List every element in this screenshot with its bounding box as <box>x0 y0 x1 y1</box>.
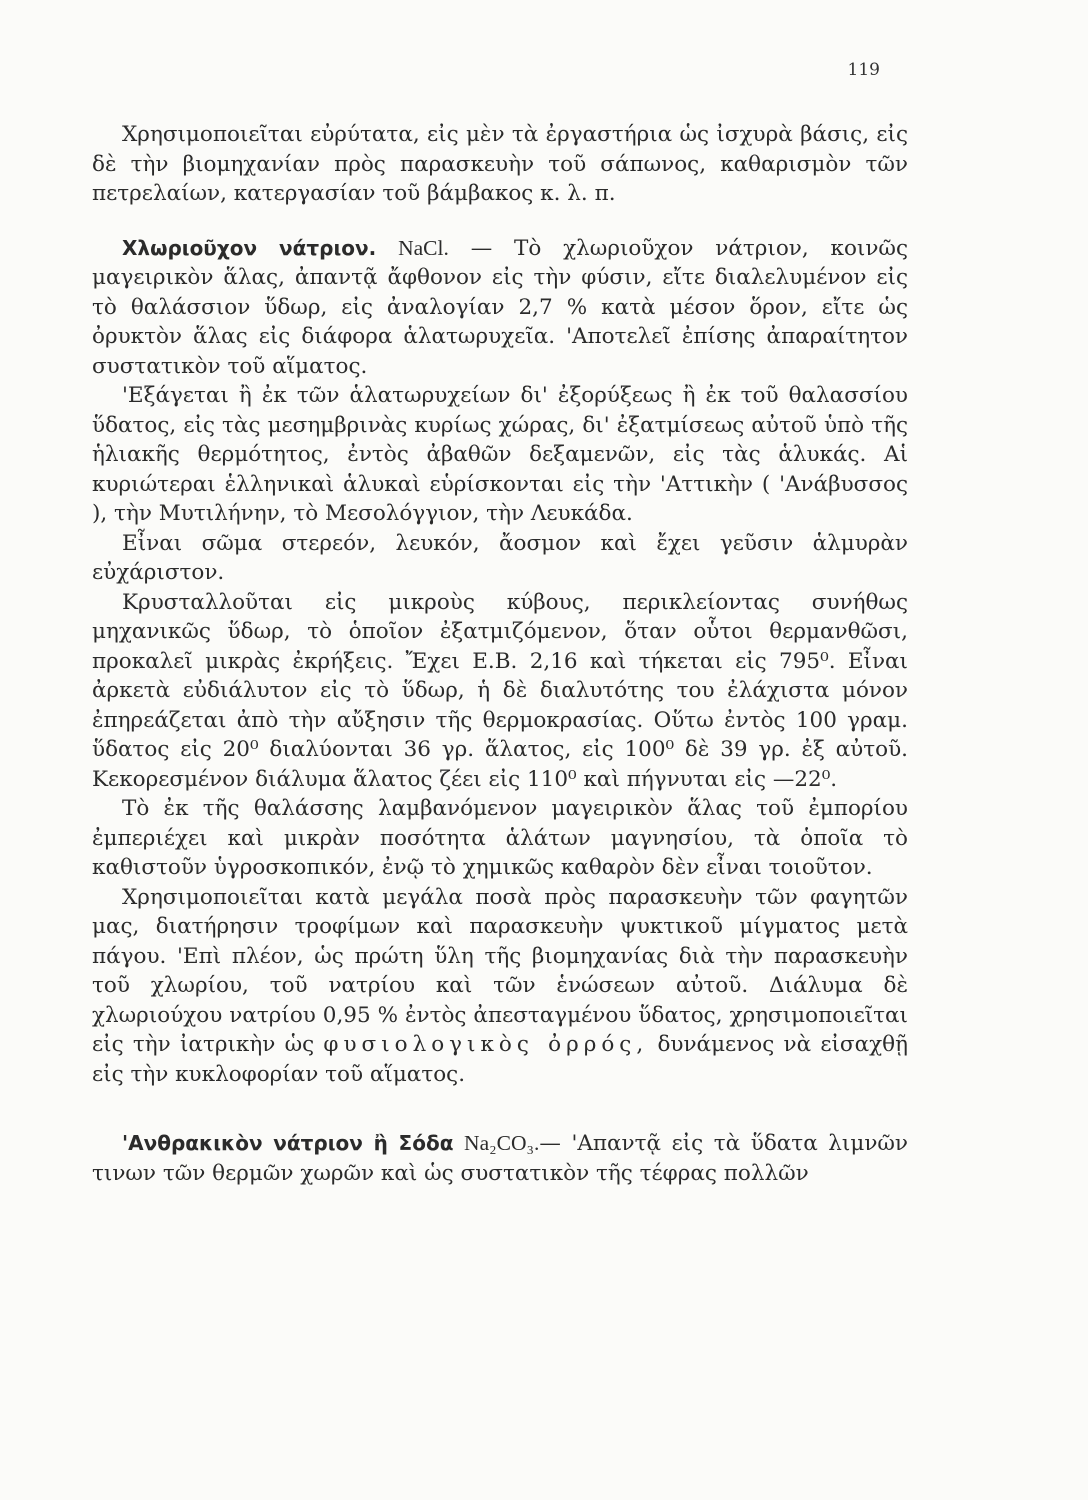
soda-paragraph <box>92 1129 908 1188</box>
nacl-formula: NaCl. <box>398 235 449 260</box>
naoh-uses-paragraph: Χρησιμοποιεῖται εὐρύτατα, εἰς μὲν τὰ ἐργαστήρια ὡς ἰσχυρὰ βάσις, εἰς δὲ τὴν βιομηχανίαν πρὸς παρασκευὴν τοῦ σάπωνος, καθαρισμὸν τῶν πετρελαίων, κατεργασίαν τοῦ βάμβακος κ. λ. π. <box>92 122 908 206</box>
nacl-crystal-paragraph: Κρυσταλλοῦται εἰς μικροὺς κύβους, περικλείοντας συνήθως μηχανικῶς ὕδωρ, τὸ ὁποῖον ἐξατμιζόμενον, ὅταν οὗτοι θερμανθῶσι, προκαλεῖ μικρὰς ἐκρήξεις. Ἔχει Ε.Β. 2,16 καὶ τήκεται εἰς 795⁰. Εἶναι ἀρκετὰ εὐδιάλυτον εἰς τὸ ὕδωρ, ἡ δὲ διαλυτότης του ἐλάχιστα μόνον ἐπηρεάζεται ἀπὸ τὴν αὔξησιν τῆς θερμοκρασίας. Οὕτω ἐντὸς 100 γραμ. ὕδατος εἰς 20⁰ διαλύονται 36 γρ. ἅλατος, εἰς 100⁰ δὲ 39 γρ. ἐξ αὐτοῦ. Κεκορεσμένον διάλυμα ἅλατος ζέει εἰς 110⁰ καὶ πήγνυται εἰς —22⁰. <box>92 589 908 792</box>
nacl-heading: Χλωριοῦχον νάτριον. <box>122 235 377 260</box>
nacl-intro-paragraph <box>92 234 908 382</box>
page-number: 119 <box>847 60 880 80</box>
nacl-uses-paragraph <box>92 883 908 1090</box>
nacl-uses-text: Χρησιμοποιεῖται κατὰ μεγάλα ποσὰ πρὸς παρασκευὴν τῶν φαγητῶν μας, διατήρησιν τροφίμων καὶ παρασκευὴν ψυκτικοῦ μίγματος μετὰ πάγου. 'Επὶ πλέον, ὡς πρώτη ὕλη τῆς βιομηχανίας διὰ τὴν παρασκευὴν τοῦ χλωρίου, τοῦ νατρίου καὶ τῶν ἑνώσεων αὐτοῦ. Διάλυμα δὲ χλωριούχου νατρίου 0,95 % ἐντὸς ἀπεσταγμένου ὕδατος, χρησιμοποιεῖται εἰς τὴν ἰατρικὴν ὡς <box>92 884 908 1057</box>
nacl-extraction-paragraph: 'Εξάγεται ἢ ἐκ τῶν ἁλατωρυχείων δι' ἐξορύξεως ἢ ἐκ τοῦ θαλασσίου ὕδατος, εἰς τὰς μεσημβρινὰς κυρίως χώρας, δι' ἐξατμίσεως αὐτοῦ ὑπὸ τῆς ἡλιακῆς θερμότητος, ἐντὸς ἀβαθῶν δεξαμενῶν, εἰς τὰς ἁλυκάς. Αἱ κυριώτεραι ἑλληνικαὶ ἁλυκαὶ εὑρίσκονται εἰς τὴν 'Αττικὴν ( 'Ανάβυσσος ), τὴν Μυτιλήνην, τὸ Μεσολόγγιον, τὴν Λευκάδα. <box>92 383 908 526</box>
nacl-intro-text: — Τὸ χλωριοῦχον νάτριον, κοινῶς μαγειρικὸν ἅλας, ἀπαντᾷ ἄφθονον εἰς τὴν φύσιν, εἴτε διαλελυμένον εἰς τὸ θαλάσσιον ὕδωρ, εἰς ἀναλογίαν 2,7 % κατὰ μέσον ὅρον, εἴτε ὡς ὀρυκτὸν ἅλας εἰς διάφορα ἁλατωρυχεῖα. 'Αποτελεῖ ἐπίσης ἀπαραίτητον συστατικὸν τοῦ αἵματος. <box>92 235 908 379</box>
nacl-properties-paragraph: Εἶναι σῶμα στερεόν, λευκόν, ἄοσμον καὶ ἔχει γεῦσιν ἁλμυρὰν εὐχάριστον. <box>92 530 908 585</box>
soda-text: — 'Απαντᾷ εἰς τὰ ὕδατα λιμνῶν τινων τῶν θερμῶν χωρῶν καὶ ὡς συστατικὸν τῆς τέφρας πολλῶν <box>92 1131 908 1186</box>
physiological-saline-term: φυσιολογικὸς ὀρρός, <box>323 1032 649 1057</box>
page-text <box>92 120 908 1188</box>
soda-heading: 'Ανθρακικὸν νάτριον ἢ Σόδα <box>122 1131 454 1155</box>
nacl-uses-text-end: δυνάμενος νὰ εἰσαχθῇ εἰς τὴν κυκλοφορίαν τοῦ αἵματος. <box>92 1032 908 1087</box>
soda-formula: Na₂CO₃. <box>464 1131 540 1155</box>
nacl-commercial-paragraph: Τὸ ἐκ τῆς θαλάσσης λαμβανόμενον μαγειρικὸν ἅλας τοῦ ἐμπορίου ἐμπεριέχει καὶ μικρὰν ποσότητα ἁλάτων μαγνησίου, τὰ ὁποῖα τὸ καθιστοῦν ὑγροσκοπικόν, ἐνῷ τὸ χημικῶς καθαρὸν δὲν εἶναι τοιοῦτον. <box>92 796 908 880</box>
